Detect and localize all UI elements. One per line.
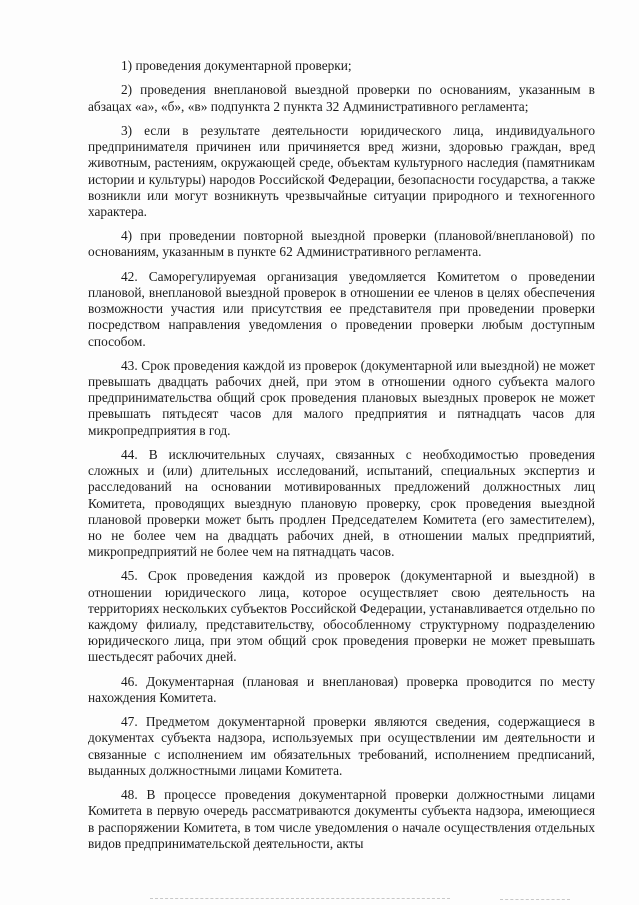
paragraph-item-4: 4) при проведении повторной выездной проверки (плановой/внеплановой) по основаниям, указанным в пункте 62 Административного регламента. [88, 228, 595, 260]
footer-divider-left [150, 898, 450, 899]
paragraph-45: 45. Срок проведения каждой из проверок (документарной и выездной) в отношении юридического лица, которое осуществляет свою деятельность на территориях нескольких субъектов Российской Федерации, устанавливается отдельно по каждому филиалу, представительству, обособленному структурному подразделению юридического лица, при этом общий срок проведения проверки не может превышать шестьдесят рабочих дней. [88, 568, 595, 665]
paragraph-47: 47. Предметом документарной проверки являются сведения, содержащиеся в документах субъекта надзора, используемых при осуществлении им деятельности и связанные с исполнением им обязательных требований, исполнением предписаний, выданных должностными лицами Комитета. [88, 714, 595, 778]
paragraph-42: 42. Саморегулируемая организация уведомляется Комитетом о проведении плановой, внеплановой выездной проверок в отношении ее членов в целях обеспечения возможности участия или присутствия ее представителя при проведении проверки посредством направления уведомления о проведении проверки любым доступным способом. [88, 268, 595, 349]
paragraph-item-1: 1) проведения документарной проверки; [121, 58, 352, 73]
document-body [88, 58, 595, 860]
paragraph-item-2: 2) проведения внеплановой выездной проверки по основаниям, указанным в абзацах «а», «б», «в» подпункта 2 пункта 32 Административного регламента; [88, 82, 595, 114]
paragraph-48: 48. В процессе проведения документарной проверки должностными лицами Комитета в первую очередь рассматриваются документы субъекта надзора, имеющиеся в распоряжении Комитета, в том числе уведомления о начале осуществления отдельных видов предпринимательской деятельности, акты [88, 787, 595, 851]
paragraph-46: 46. Документарная (плановая и внеплановая) проверка проводится по месту нахождения Комитета. [88, 673, 595, 705]
footer-divider-right [500, 899, 570, 900]
paragraph-43: 43. Срок проведения каждой из проверок (документарной или выездной) не может превышать двадцать рабочих дней, при этом в отношении одного субъекта малого предпринимательства общий срок проведения плановых выездных проверок не может превышать пятьдесят часов для малого предприятия и пятнадцать часов для микропредприятия в год. [88, 357, 595, 438]
paragraph-44: 44. В исключительных случаях, связанных с необходимостью проведения сложных и (или) длительных исследований, испытаний, специальных экспертиз и расследований на основании мотивированных предложений должностных лиц Комитета, проводящих выездную плановую проверку, срок проведения выездной плановой проверки может быть продлен Председателем Комитета (его заместителем), но не более чем на двадцать рабочих дней, в отношении малых предприятий, микропредприятий не более чем на пятнадцать часов. [88, 447, 595, 559]
paragraph-item-3: 3) если в результате деятельности юридического лица, индивидуального предпринимателя причинен или причиняется вред жизни, здоровью граждан, вред животным, растениям, окружающей среде, объектам культурного наследия (памятникам истории и культуры) народов Российской Федерации, безопасности государства, а также возникли или могут возникнуть чрезвычайные ситуации природного и техногенного характера. [88, 123, 595, 219]
